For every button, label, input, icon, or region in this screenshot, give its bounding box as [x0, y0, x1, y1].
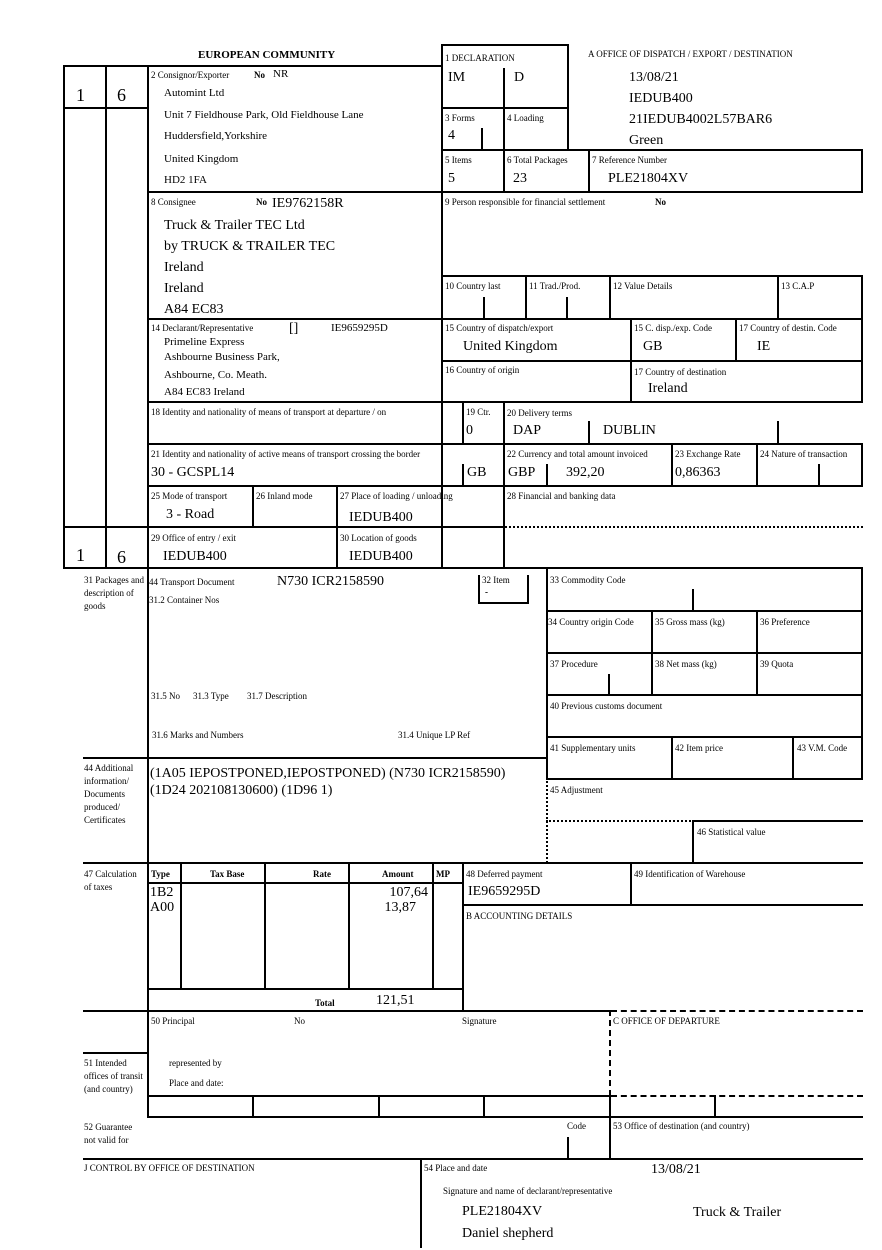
- box43-label: 43 V.M. Code: [797, 743, 848, 753]
- box24-label: 24 Nature of transaction: [760, 449, 848, 459]
- container-nos-label: 31.2 Container Nos: [149, 595, 220, 605]
- tax-total-label: Total: [315, 998, 335, 1008]
- active-transport-nationality[interactable]: GB: [467, 465, 487, 480]
- active-transport-value[interactable]: 30 - GCSPL14: [151, 465, 235, 480]
- box14-label: 14 Declarant/Representative: [151, 323, 254, 333]
- box35-label: 35 Gross mass (kg): [655, 617, 725, 627]
- form-number-top-left: 1: [76, 85, 85, 105]
- box53-label: 53 Office of destination (and country): [613, 1121, 750, 1131]
- declarant-checkbox[interactable]: []: [289, 321, 299, 336]
- delivery-terms-code[interactable]: DAP: [513, 423, 542, 438]
- consignee-line-2[interactable]: by TRUCK & TRAILER TEC: [164, 239, 336, 254]
- boxC-label: C OFFICE OF DEPARTURE: [613, 1016, 720, 1026]
- box15-label: 15 Country of dispatch/export: [445, 323, 554, 333]
- form-number-top-right: 6: [117, 85, 126, 105]
- tax-row-amount[interactable]: 13,87: [384, 900, 416, 915]
- box8-label: 8 Consignee: [151, 197, 196, 207]
- transport-doc-label: 44 Transport Document: [149, 577, 235, 587]
- box9-no-label: No: [655, 197, 666, 207]
- box29-label: 29 Office of entry / exit: [151, 533, 237, 543]
- deferred-payment-value[interactable]: IE9659295D: [468, 884, 541, 899]
- box28-label: 28 Financial and banking data: [507, 491, 616, 501]
- invoice-amount-value[interactable]: 392,20: [566, 465, 605, 480]
- unique-lp-label: 31.4 Unique LP Ref: [398, 730, 471, 740]
- declaration-type-2[interactable]: D: [514, 70, 525, 85]
- box39-label: 39 Quota: [760, 659, 794, 669]
- box4-label: 4 Loading: [507, 113, 544, 123]
- box54-label: 54 Place and date: [424, 1163, 488, 1173]
- box32-label: 32 Item: [482, 575, 510, 585]
- declarant-line-2[interactable]: Ashbourne Business Park,: [164, 351, 280, 363]
- consignee-number[interactable]: IE9762158R: [272, 196, 344, 211]
- tax-header-mp: MP: [436, 869, 450, 879]
- items-value[interactable]: 5: [448, 171, 455, 186]
- consignee-line-3[interactable]: Ireland: [164, 260, 204, 275]
- box22-label: 22 Currency and total amount invoiced: [507, 449, 648, 459]
- declaration-type-1[interactable]: IM: [448, 70, 466, 85]
- box33-label: 33 Commodity Code: [550, 575, 626, 585]
- box54-signature-label: Signature and name of declarant/representative: [443, 1186, 613, 1196]
- box52-code-label: Code: [567, 1121, 586, 1131]
- item-value[interactable]: -: [485, 587, 488, 597]
- box50-label: 50 Principal: [151, 1016, 195, 1026]
- box40-label: 40 Previous customs document: [550, 701, 663, 711]
- consignor-line-3[interactable]: Huddersfield,Yorkshire: [164, 130, 268, 142]
- currency-value[interactable]: GBP: [508, 465, 536, 480]
- office-entry-value[interactable]: IEDUB400: [163, 549, 227, 564]
- declarant-line-4[interactable]: A84 EC83 Ireland: [164, 386, 245, 398]
- declarant-line-3[interactable]: Ashbourne, Co. Meath.: [164, 369, 267, 381]
- office-a-channel: Green: [629, 133, 664, 148]
- consignee-line-4[interactable]: Ireland: [164, 281, 204, 296]
- box36-label: 36 Preference: [760, 617, 810, 627]
- place-loading-value[interactable]: IEDUB400: [349, 510, 413, 525]
- tax-row-type[interactable]: A00: [150, 900, 175, 915]
- box3-label: 3 Forms: [445, 113, 475, 123]
- box41-label: 41 Supplementary units: [550, 743, 636, 753]
- represented-by-label: represented by: [169, 1058, 222, 1068]
- tax-row-type[interactable]: 1B2: [150, 885, 174, 900]
- box26-label: 26 Inland mode: [256, 491, 313, 501]
- box21-label: 21 Identity and nationality of active means of transport crossing the border: [151, 449, 421, 459]
- box51-side-label: 51 Intended offices of transit (and country): [84, 1058, 143, 1094]
- box48-label: 48 Deferred payment: [466, 869, 543, 879]
- box6-label: 6 Total Packages: [507, 155, 568, 165]
- total-packages-value[interactable]: 23: [513, 171, 527, 186]
- box54-company[interactable]: Truck & Trailer: [693, 1205, 782, 1220]
- box47-side-label: 47 Calculation of taxes: [84, 869, 137, 892]
- box15c-label: 15 C. disp./exp. Code: [634, 323, 712, 333]
- boxB-label: B ACCOUNTING DETAILS: [466, 911, 573, 921]
- destination-code-value[interactable]: IE: [757, 339, 771, 354]
- box23-label: 23 Exchange Rate: [675, 449, 741, 459]
- box17c-label: 17 Country of destin. Code: [739, 323, 837, 333]
- form-number-bottom-right: 6: [117, 547, 126, 567]
- box25-label: 25 Mode of transport: [151, 491, 228, 501]
- box9-label: 9 Person responsible for financial settlement: [445, 197, 606, 207]
- declarant-line-1[interactable]: Primeline Express: [164, 336, 245, 348]
- box16-label: 16 Country of origin: [445, 365, 520, 375]
- box52-side-label: 52 Guarantee not valid for: [84, 1122, 133, 1145]
- consignor-line-4[interactable]: United Kingdom: [164, 153, 239, 165]
- box18-label: 18 Identity and nationality of means of transport at departure / on: [151, 407, 387, 417]
- tax-header-type: Type: [151, 869, 170, 879]
- additional-info-line-2[interactable]: (1D24 202108130600) (1D96 1): [150, 783, 333, 798]
- box42-label: 42 Item price: [675, 743, 723, 753]
- forms-value[interactable]: 4: [448, 128, 455, 143]
- header-european-community: EUROPEAN COMMUNITY: [198, 49, 336, 61]
- consignee-line-1[interactable]: Truck & Trailer TEC Ltd: [164, 218, 305, 233]
- tax-header-base: Tax Base: [210, 869, 245, 879]
- mode-transport-value[interactable]: 3 - Road: [166, 507, 215, 522]
- consignee-line-5[interactable]: A84 EC83: [164, 302, 224, 317]
- declarant-number[interactable]: IE9659295D: [331, 322, 388, 334]
- box11-label: 11 Trad./Prod.: [529, 281, 581, 291]
- exchange-rate-value[interactable]: 0,86363: [675, 465, 721, 480]
- box54-signatory-name[interactable]: Daniel shepherd: [462, 1226, 554, 1241]
- box54-reference[interactable]: PLE21804XV: [462, 1204, 543, 1219]
- box20-label: 20 Delivery terms: [507, 408, 572, 418]
- box50-signature-label: Signature: [462, 1016, 497, 1026]
- box50-no-label: No: [294, 1016, 305, 1026]
- consignor-number[interactable]: NR: [273, 68, 289, 80]
- office-a-mrn: 21IEDUB4002L57BAR6: [629, 112, 773, 127]
- box46-label: 46 Statistical value: [697, 827, 766, 837]
- box12-label: 12 Value Details: [613, 281, 673, 291]
- transport-doc-value[interactable]: N730 ICR2158590: [277, 574, 384, 589]
- office-a-office: IEDUB400: [629, 91, 693, 106]
- box44-side-label: 44 Additional information/ Documents produced/ Certificates: [84, 763, 134, 825]
- box19-label: 19 Ctr.: [466, 407, 491, 417]
- container-value[interactable]: 0: [466, 423, 473, 438]
- box1-label: 1 DECLARATION: [445, 53, 515, 63]
- box10-label: 10 Country last: [445, 281, 501, 291]
- tax-row-amount[interactable]: 107,64: [389, 885, 428, 900]
- consignor-line-2[interactable]: Unit 7 Fieldhouse Park, Old Fieldhouse Lane: [164, 109, 364, 121]
- tax-total-value: 121,51: [376, 993, 415, 1008]
- box2-label: 2 Consignor/Exporter: [151, 70, 230, 80]
- box13-label: 13 C.A.P: [781, 281, 815, 291]
- box54-date[interactable]: 13/08/21: [651, 1162, 701, 1177]
- box27-label: 27 Place of loading / unloading: [340, 491, 453, 501]
- delivery-terms-place[interactable]: DUBLIN: [603, 423, 656, 438]
- sub-label-no: 31.5 No: [151, 691, 180, 701]
- boxJ-label: J CONTROL BY OFFICE OF DESTINATION: [84, 1163, 255, 1173]
- sub-label-type: 31.3 Type: [193, 691, 229, 701]
- box49-label: 49 Identification of Warehouse: [634, 869, 746, 879]
- sub-label-description: 31.7 Description: [247, 691, 307, 701]
- box8-no-label: No: [256, 197, 267, 207]
- box38-label: 38 Net mass (kg): [655, 659, 717, 669]
- form-number-bottom-left: 1: [76, 545, 85, 565]
- office-a-date: 13/08/21: [629, 70, 679, 85]
- box31-side-label: 31 Packages and description of goods: [84, 575, 144, 611]
- tax-header-amount: Amount: [382, 869, 414, 879]
- box17-label: 17 Country of destination: [634, 367, 727, 377]
- marks-numbers-label: 31.6 Marks and Numbers: [152, 730, 244, 740]
- dispatch-code-value[interactable]: GB: [643, 339, 663, 354]
- box2-no-label: No: [254, 70, 265, 80]
- additional-info-line-1[interactable]: (1A05 IEPOSTPONED,IEPOSTPONED) (N730 ICR2158590): [150, 766, 506, 781]
- header-office-a: A OFFICE OF DISPATCH / EXPORT / DESTINATION: [588, 49, 793, 59]
- reference-number-value[interactable]: PLE21804XV: [608, 171, 689, 186]
- country-dispatch-value[interactable]: United Kingdom: [463, 339, 558, 354]
- consignor-line-5[interactable]: HD2 1FA: [164, 174, 207, 186]
- country-destination-value[interactable]: Ireland: [648, 381, 688, 396]
- place-date-label: Place and date:: [169, 1078, 224, 1088]
- box7-label: 7 Reference Number: [592, 155, 667, 165]
- consignor-line-1[interactable]: Automint Ltd: [164, 87, 225, 99]
- box34-label: 34 Country origin Code: [548, 617, 634, 627]
- box5-label: 5 Items: [445, 155, 472, 165]
- box37-label: 37 Procedure: [550, 659, 598, 669]
- box45-label: 45 Adjustment: [550, 785, 603, 795]
- location-goods-value[interactable]: IEDUB400: [349, 549, 413, 564]
- box30-label: 30 Location of goods: [340, 533, 417, 543]
- tax-header-rate: Rate: [313, 869, 331, 879]
